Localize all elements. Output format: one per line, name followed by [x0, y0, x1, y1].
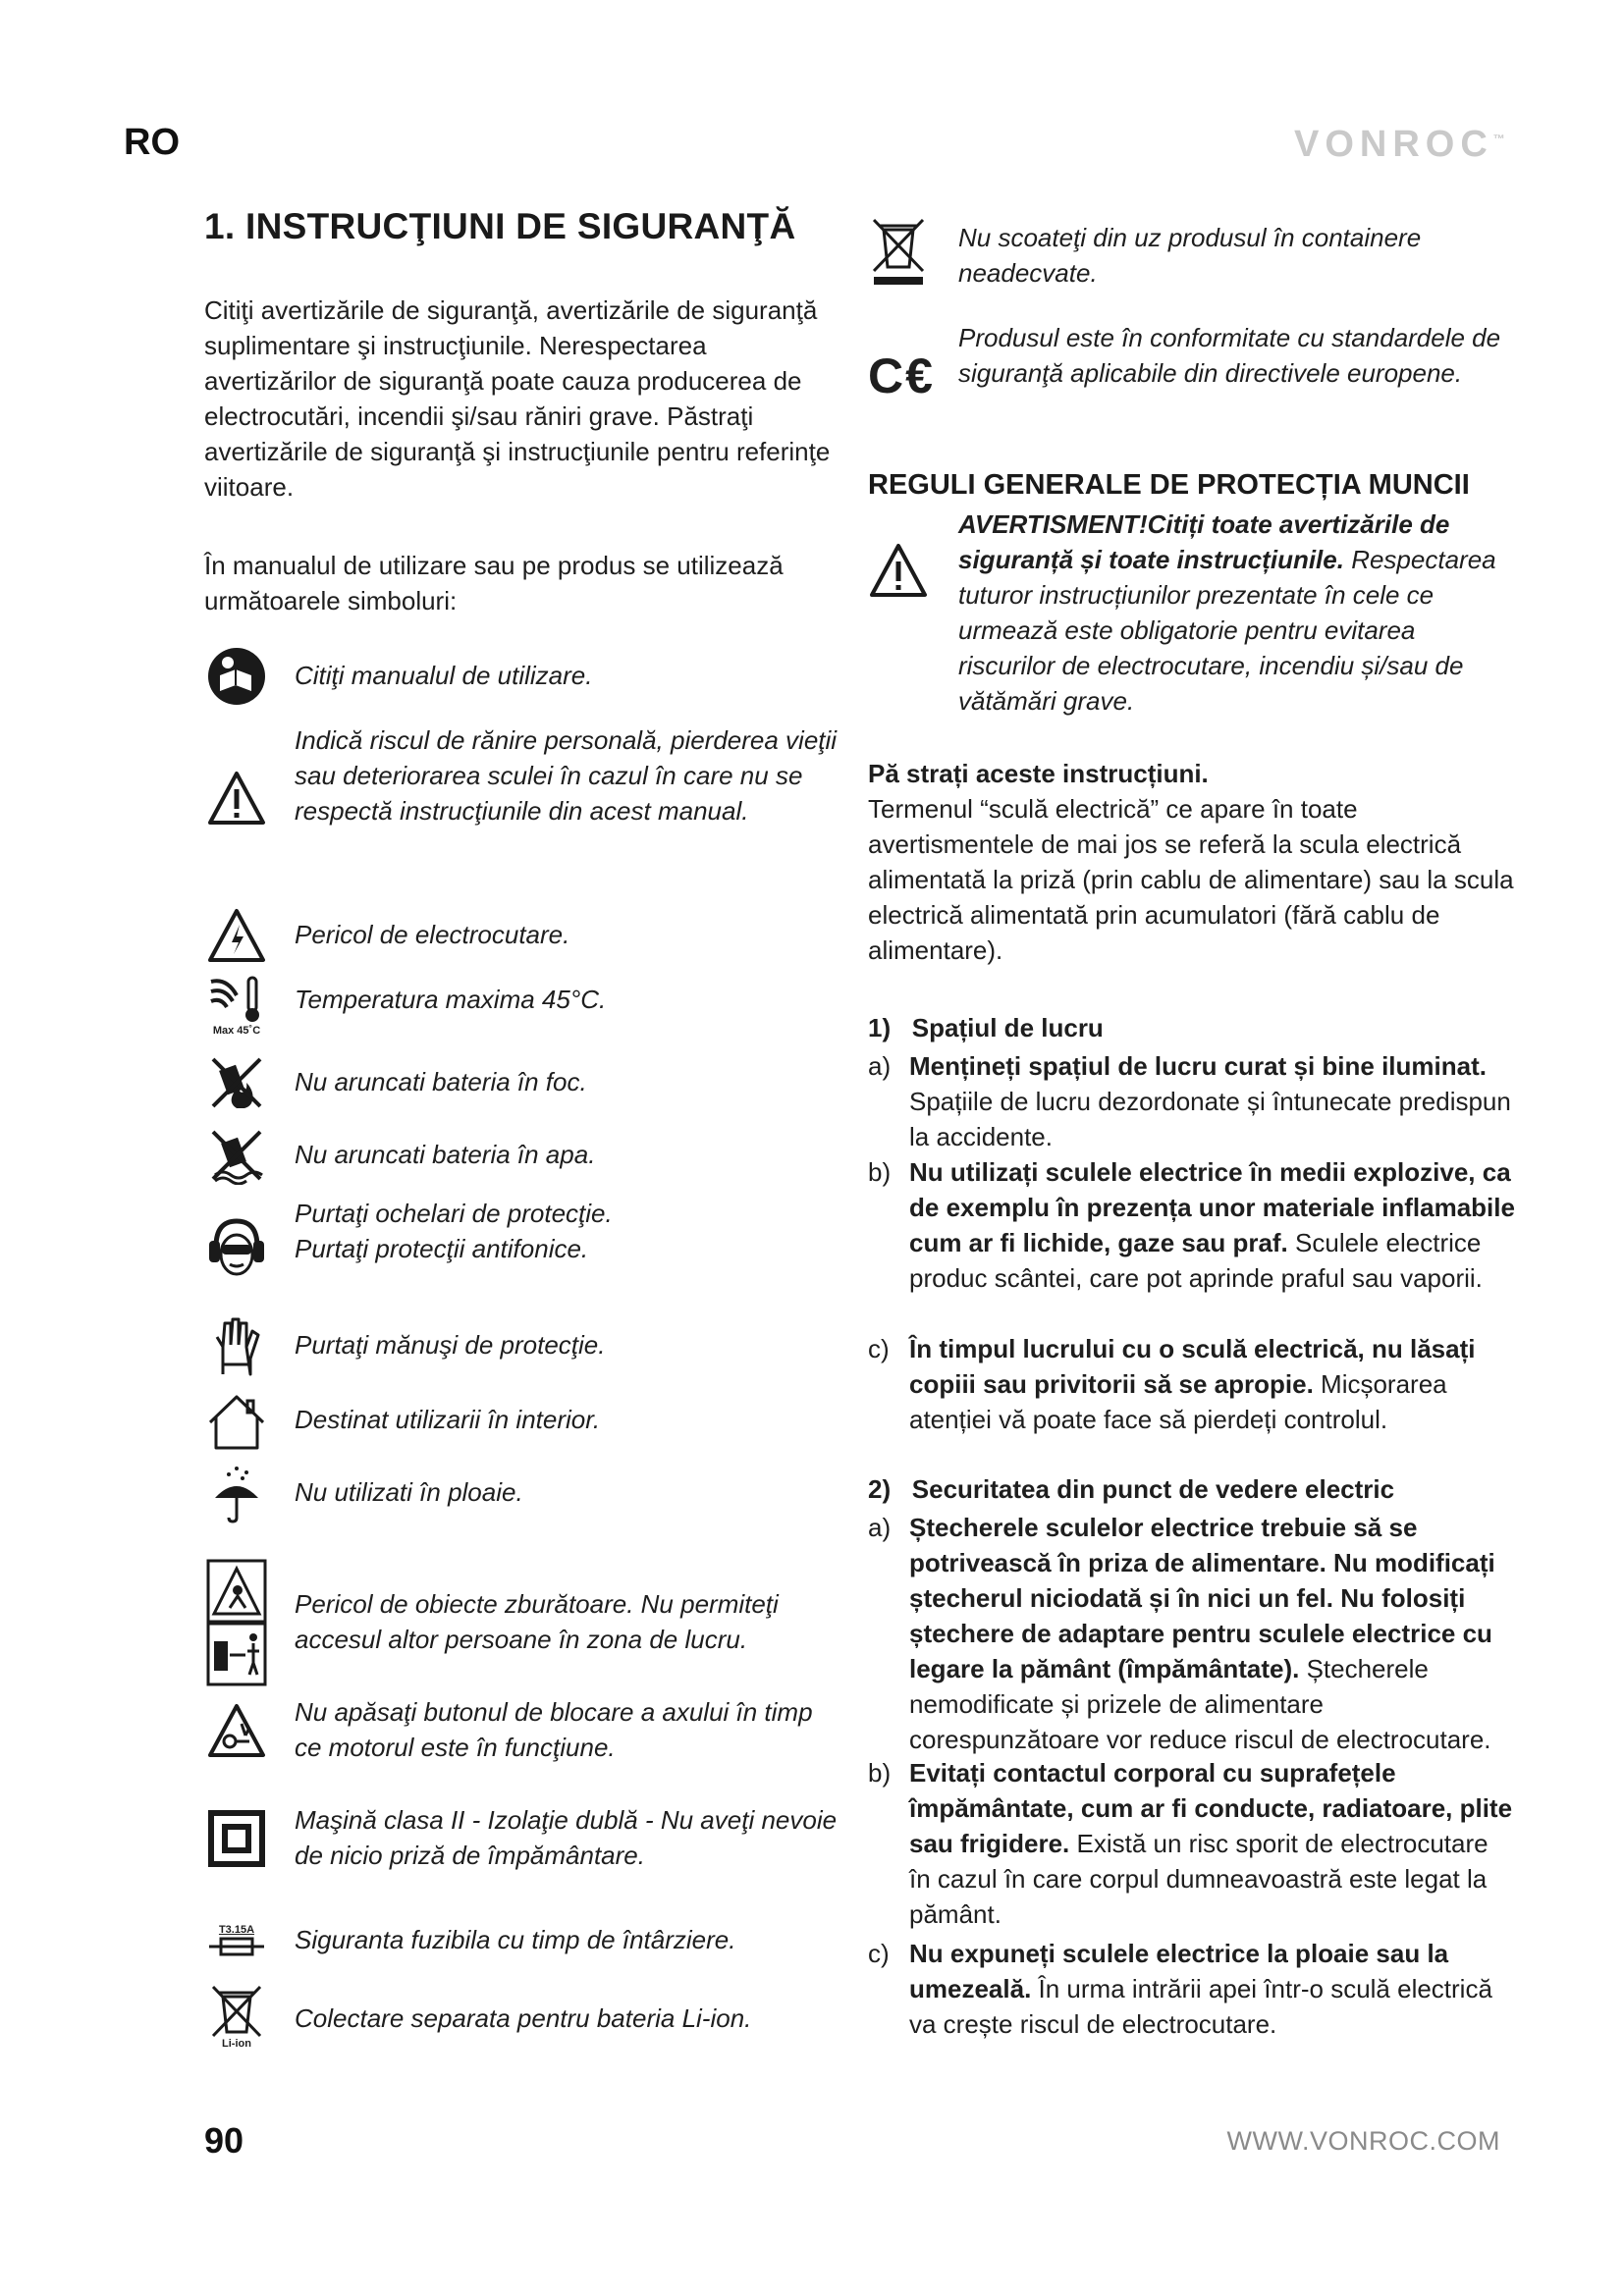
symbol-text: Colectare separata pentru bateria Li-ion. — [295, 2003, 752, 2033]
rule-item — [868, 1510, 1516, 1757]
symbol-row — [204, 1908, 736, 1973]
rule-label: c) — [868, 1939, 890, 1968]
rule-text: Micșorarea atenției vă poate face să pierdeți controlul. — [909, 1369, 1447, 1434]
symbol-text — [295, 1196, 844, 1266]
rule-item — [868, 1755, 1516, 1932]
rule-item — [868, 1331, 1516, 1437]
warning-bold: AVERTISMENT!Citiți toate avertizările de siguranță și toate instrucțiunile. — [958, 509, 1450, 574]
warning-body: Respectarea tuturor instrucțiunilor prezentate în cele ce urmează este obligatorie pentru evitarea riscurilor de electrocutare, incendiu și/sau de vătămări grave. — [958, 545, 1496, 716]
symbol-row — [204, 1463, 523, 1527]
symbol-text: Siguranta fuzibila cu timp de întârziere. — [295, 1925, 736, 1954]
rule-label: a) — [868, 1513, 892, 1542]
symbol-text: Pericol de obiecte zburătoare. Nu permiteţi accesul altor persoane în zona de lucru. — [295, 1589, 779, 1654]
li-ion-caption: Li-ion — [222, 2038, 251, 2050]
keep-instructions — [868, 756, 1516, 968]
rule-text: Spațiile de lucru dezordonate și întunecate predispun la accidente. — [909, 1087, 1511, 1151]
website-url: WWW.VONROC.COM — [1226, 2126, 1500, 2156]
section-heading: 2) Securitatea din punct de vedere electric — [868, 1474, 1395, 1504]
symbol-row — [868, 216, 1422, 292]
manual-icon — [206, 646, 267, 707]
section-title: 1. INSTRUCŢIUNI DE SIGURANŢĂ — [204, 206, 796, 246]
symbol-row — [204, 1123, 596, 1188]
general-rules-title: REGULI GENERALE DE PROTECȚIA MUNCII — [868, 469, 1470, 501]
symbol-text: Indică riscul de rănire personală, pierderea vieţii sau deteriorarea sculei în cazul în care nu se respectă instrucţiunile din acest manual. — [295, 725, 838, 826]
symbol-text: Maşină clasa II - Izolaţie dublă - Nu aveţi nevoie de nicio priză de împământare. — [295, 1805, 838, 1870]
symbol-row — [204, 1390, 601, 1455]
no-water-icon — [207, 1126, 266, 1185]
symbol-text: Destinat utilizarii în interior. — [295, 1405, 601, 1434]
rule-item — [868, 1154, 1516, 1296]
spindle-lock-icon — [206, 1702, 267, 1759]
symbol-text: Nu aruncati bateria în apa. — [295, 1140, 596, 1169]
rule-label: a) — [868, 1051, 892, 1081]
rule-text: Există un risc sporit de electrocutare în cazul în care corpul dumneavoastră este legat la pământ. — [909, 1829, 1489, 1929]
symbol-row — [204, 1559, 779, 1686]
rule-bold: Ștecherele sculelor electrice trebuie să se potrivească în priza de alimentare. Nu modificați ștecherul niciodată și în nici un fel. Nu folosiți ștechere de adaptare pentru sculele electrice cu legare la pământ (împământate). — [909, 1513, 1495, 1683]
class-ii-icon — [207, 1809, 266, 1868]
keep-text: Termenul “sculă electrică” ce apare în toate avertismentele de mai jos se referă la scula electrică alimentată la priză (prin cablu de alimentare) sau la scula electrică alimentată prin acumulatori (fără cablu de alimentare). — [868, 794, 1514, 965]
language-code: RO — [124, 122, 180, 163]
rule-bold: Nu utilizați sculele electrice în medii explozive, ca de exemplu în prezența unor materiale inflamabile cum ar fi lichide, gaze sau praf. — [909, 1157, 1515, 1257]
rule-text: Ștecherele nemodificate și prizele de alimentare corespunzătoare vor reduce riscul de electrocutare. — [909, 1654, 1491, 1754]
symbol-text: Pericol de electrocutare. — [295, 920, 570, 949]
symbol-row — [204, 1315, 606, 1380]
symbol-text-line: Purtaţi ochelari de protecţie. — [295, 1199, 613, 1228]
left-column — [204, 206, 838, 2050]
no-fire-icon — [207, 1053, 266, 1112]
rule-label: b) — [868, 1157, 892, 1187]
section-heading: 1) Spațiul de lucru — [868, 1013, 1104, 1042]
symbol-text: Nu aruncati bateria în foc. — [295, 1067, 587, 1096]
rule-text: În urma intrării apei într-o sculă electrică va crește riscul de electrocutare. — [909, 1974, 1492, 2039]
rule-item — [868, 1048, 1516, 1154]
gloves-icon — [207, 1317, 266, 1378]
symbol-row — [204, 974, 607, 1039]
ce-mark-icon: C€ — [868, 348, 935, 403]
symbol-row — [204, 1050, 587, 1115]
temperature-caption: Max 45˚C — [212, 1025, 261, 1037]
symbol-text: Nu apăsaţi butonul de blocare a axului în timp ce motorul este în funcţiune. — [295, 1697, 813, 1762]
symbol-row — [204, 1805, 838, 1871]
symbol-row — [204, 1697, 813, 1763]
no-rain-icon — [207, 1465, 266, 1525]
rule-label: c) — [868, 1334, 890, 1363]
temperature-icon — [207, 976, 266, 1025]
li-ion-bin-icon — [209, 1983, 264, 2038]
symbol-row — [204, 1979, 752, 2054]
rule-bold: Evitați contactul corporal cu suprafețele împământate, cum ar fi conducte, radiatoare, plite sau frigidere. — [909, 1758, 1513, 1858]
symbol-row — [204, 1196, 613, 1280]
page-number: 90 — [204, 2120, 244, 2161]
intro-paragraph: Citiţi avertizările de siguranţă, avertizările de siguranţă suplimentare şi instrucţiunile. Nerespectarea avertizărilor de siguranţă poate cauza producerea de electrocutări, incendii şi/sau răniri grave. Păstraţi avertizările de siguranţă şi instrucţiunile pentru referinţe viitoare. — [204, 295, 831, 502]
symbol-text: Temperatura maxima 45°C. — [295, 985, 607, 1014]
electric-hazard-icon — [206, 907, 267, 964]
rule-bold: Mențineți spațiul de lucru curat și bine iluminat. — [909, 1051, 1487, 1081]
warning-text — [958, 507, 1508, 719]
symbol-text-line: Purtaţi protecţii antifonice. — [295, 1234, 589, 1263]
flying-objects-icon — [206, 1559, 267, 1686]
symbol-row — [204, 903, 570, 968]
symbol-text: Citiţi manualul de utilizare. — [295, 661, 593, 690]
fuse-icon — [207, 1936, 266, 1957]
rule-bold: Nu expuneți sculele electrice la ploaie sau la umezeală. — [909, 1939, 1449, 2003]
keep-title: Pă strați aceste instrucțiuni. — [868, 759, 1209, 788]
rule-bold: În timpul lucrului cu o sculă electrică, nu lăsați copiii sau privitorii să se apropie. — [909, 1334, 1476, 1399]
rule-label: b) — [868, 1758, 892, 1788]
warning-icon — [206, 770, 267, 827]
rule-item — [868, 1936, 1516, 2042]
brand-logo: VONROC™ — [1294, 124, 1505, 165]
symbol-row — [204, 644, 593, 709]
symbol-text: Nu utilizati în ploaie. — [295, 1477, 523, 1507]
indoor-house-icon — [206, 1393, 267, 1452]
warning-icon — [868, 542, 929, 599]
crossed-bin-icon — [868, 216, 929, 287]
rule-text: Sculele electrice produc scântei, care pot aprinde praful sau vaporii. — [909, 1228, 1483, 1293]
goggles-earmuffs-icon — [206, 1217, 267, 1278]
symbol-text: Purtaţi mănuşi de protecţie. — [295, 1330, 606, 1360]
bin-text: Nu scoateţi din uz produsul în containere neadecvate. — [958, 223, 1422, 288]
fuse-caption: T3.15A — [218, 1924, 255, 1936]
brand-logo-text: VONROC — [1294, 124, 1493, 165]
symbol-row — [204, 725, 838, 830]
symbols-intro: În manualul de utilizare sau pe produs se utilizează următoarele simboluri: — [204, 551, 784, 615]
ce-text: Produsul este în conformitate cu standardele de siguranţă aplicabile din directivele europene. — [958, 323, 1501, 388]
